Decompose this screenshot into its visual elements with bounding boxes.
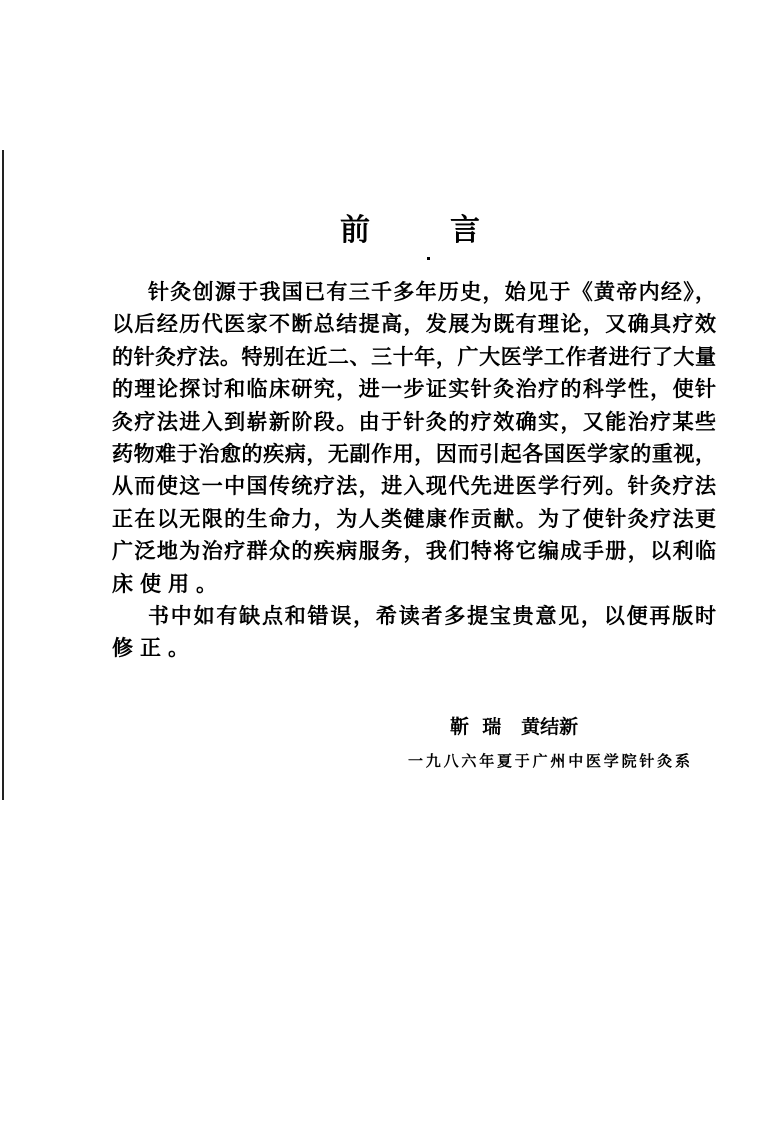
decorative-dot [427, 257, 430, 260]
text-line: 的理论探讨和临床研究，进一步证实针灸治疗的科学性，使针 [112, 376, 716, 402]
text-line: 的针灸疗法。特别在近二、三十年，广大医学工作者进行了大量 [112, 343, 716, 369]
text-line: 书中如有缺点和错误，希读者多提宝贵意见，以便再版时 [148, 602, 716, 628]
page-edge-line [2, 150, 4, 800]
text-line: 以后经历代医家不断总结提高，发展为既有理论，又确具疗效 [112, 311, 716, 337]
text-line: 广泛地为治疗群众的疾病服务，我们特将它编成手册，以利临 [112, 538, 716, 564]
text-line: 针灸创源于我国已有三千多年历史，始见于《黄帝内经》， [148, 279, 716, 304]
text-line: 从而使这一中国传统疗法，进入现代先进医学行列。针灸疗法 [112, 473, 716, 499]
text-line: 床使用。 [112, 570, 224, 596]
author-signature: 靳 瑞 黄结新 [450, 716, 579, 738]
title-char: 言 [450, 213, 480, 248]
page-title [340, 205, 480, 249]
preface-body [112, 276, 716, 665]
date-place-line: 一九八六年夏于广州中医学院针灸系 [408, 752, 690, 770]
text-line: 正在以无限的生命力，为人类健康作贡献。为了使针灸疗法更 [112, 505, 716, 531]
text-line: 灸疗法进入到崭新阶段。由于针灸的疗效确实，又能治疗某些 [112, 408, 716, 434]
text-line: 药物难于治愈的疾病，无副作用，因而引起各国医学家的重视， [112, 440, 716, 466]
title-char: 前 [340, 213, 370, 248]
text-line: 修正。 [112, 635, 196, 661]
